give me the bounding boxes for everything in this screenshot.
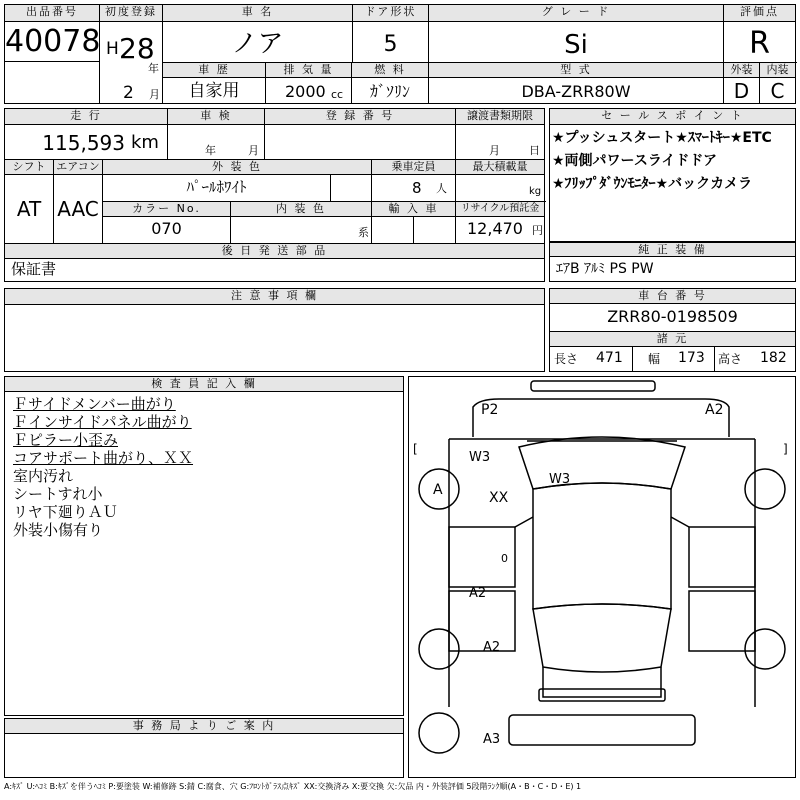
car-history: 自家用 xyxy=(188,81,240,101)
after-parts-label: 後 日 発 送 部 品 xyxy=(5,244,544,259)
rear-right-door xyxy=(689,591,755,651)
fuel-label: 燃 料 xyxy=(352,63,428,78)
transfer-docs-label: 譲渡書類期限 xyxy=(456,109,544,125)
mark-w3-roof: W3 xyxy=(549,472,571,487)
inspection-year-unit: 年 xyxy=(205,144,216,157)
exterior-label: 外装 xyxy=(724,63,759,78)
mileage-unit: km xyxy=(131,132,159,153)
interior-label: 内装 xyxy=(760,63,795,78)
interior-score: C xyxy=(770,79,785,103)
car-name-label: 車 名 xyxy=(163,5,352,22)
front-right-wheel xyxy=(745,469,785,509)
sales-point-2: ★両側パワースライドドア xyxy=(552,153,718,169)
mark-xx: XX xyxy=(489,490,509,506)
mileage: 115,593 xyxy=(42,131,125,155)
inspector-note-6: シートすれ小 xyxy=(13,485,103,503)
front-right-door xyxy=(689,527,755,587)
equipment-value: ｴｱB ｱﾙﾐ PS PW xyxy=(556,261,654,277)
ac-type: AAC xyxy=(57,197,99,221)
inspector-note-5: 室内汚れ xyxy=(13,467,74,485)
bracket-left: [ xyxy=(413,442,418,456)
door-type-label: ドア形状 xyxy=(353,5,428,22)
exterior-color: ﾊﾟｰﾙﾎﾜｲﾄ xyxy=(186,178,247,196)
pillar-lines xyxy=(515,517,689,527)
capacity-unit: 人 xyxy=(436,182,447,195)
grade: Si xyxy=(564,30,588,60)
bracket-right: ] xyxy=(783,442,788,456)
import-label: 輸 入 車 xyxy=(372,202,455,217)
displacement-label: 排 気 量 xyxy=(266,63,351,78)
exterior-score: D xyxy=(733,79,750,103)
chassis-number: ZRR80-0198509 xyxy=(607,307,738,326)
front-bumper xyxy=(531,381,655,391)
inspection-label: 車 検 xyxy=(168,109,264,125)
width-label: 幅 xyxy=(648,352,661,366)
color-no-label: カラー No. xyxy=(103,202,230,217)
car-name: ノア xyxy=(231,29,284,59)
model-label: 型 式 xyxy=(429,63,723,78)
office-label: 事 務 局 よ り ご 案 内 xyxy=(5,719,403,734)
lot-number-label: 出品番号 xyxy=(5,5,99,22)
header-info-box xyxy=(4,4,796,104)
plate-label: 登 録 番 号 xyxy=(265,109,455,125)
spare-wheel xyxy=(419,713,459,753)
inspector-note-2: Ｆインサイドパネル曲がり xyxy=(13,413,192,431)
sales-point-3: ★ﾌﾘｯﾌﾟﾀﾞｳﾝﾓﾆﾀｰ★バックカメラ xyxy=(552,176,753,192)
body-sides xyxy=(449,439,755,707)
mark-a-wheel: A xyxy=(433,482,443,498)
recycle-unit: 円 xyxy=(532,224,543,237)
ac-label: エアコン xyxy=(54,160,102,175)
after-parts: 保証書 xyxy=(11,260,57,278)
displacement-unit: cc xyxy=(331,88,344,101)
grade-label: グ レ ー ド xyxy=(429,5,723,22)
notes-box xyxy=(4,288,545,372)
rear-bumper xyxy=(539,689,665,701)
recycle-label: リサイクル預託金 xyxy=(456,202,544,217)
era: H xyxy=(106,39,119,59)
seating-capacity: 8 xyxy=(412,179,422,197)
interior-color-unit: 系 xyxy=(358,226,369,239)
interior-color-label: 内 装 色 xyxy=(231,202,371,217)
registration-month: 2 xyxy=(123,83,134,103)
mark-a2-rear: A2 xyxy=(483,640,501,655)
transfer-month-unit: 月 xyxy=(489,144,500,157)
equipment-box xyxy=(549,242,796,282)
mark-a2-door: A2 xyxy=(469,586,487,601)
rear-right-wheel xyxy=(745,629,785,669)
hood-outline xyxy=(473,399,729,437)
inspector-notes-box xyxy=(4,376,404,716)
sales-points-label: セ ー ル ス ポ イ ン ト xyxy=(550,109,795,125)
sales-points-box xyxy=(549,108,796,242)
shift-type: AT xyxy=(16,197,42,221)
inspection-month-unit: 月 xyxy=(248,144,259,157)
mark-w3-left: W3 xyxy=(469,450,491,465)
mark-p2: P2 xyxy=(481,402,499,418)
legend: A:ｷｽﾞ U:ﾍｺﾐ B:ｷｽﾞを伴うﾍｺﾐ P:要塗装 W:補修跡 S:錆 C:腐食、穴 G:ﾌﾛﾝﾄｶﾞﾗｽ点ｷｽﾞ XX:交換済み X:要交換 欠:欠品 内・外装評価 5段階ﾗﾝｸ順(A・B・C・D・E) 1 xyxy=(4,782,582,791)
car-diagram xyxy=(409,377,795,777)
transfer-day-unit: 日 xyxy=(529,144,540,157)
displacement: 2000 xyxy=(285,82,326,101)
chassis-label: 車 台 番 号 xyxy=(550,289,795,304)
notes-label: 注 意 事 項 欄 xyxy=(5,289,544,305)
chassis-box xyxy=(549,288,796,372)
year-unit: 年 xyxy=(148,62,159,75)
length-value: 471 xyxy=(596,350,623,366)
lot-number: 40078 xyxy=(5,24,101,59)
mark-a3: A3 xyxy=(483,732,501,747)
shift-label: シフト xyxy=(5,160,53,175)
color-number: 070 xyxy=(151,219,182,238)
inspector-note-7: リヤ下廻りＡＵ xyxy=(13,503,118,521)
dims-label: 諸 元 xyxy=(550,332,795,347)
car-diagram-box xyxy=(408,376,796,778)
rear-window xyxy=(533,604,671,672)
windshield xyxy=(519,437,685,489)
inspector-label: 検 査 員 記 入 欄 xyxy=(5,377,403,392)
roof xyxy=(533,483,671,609)
length-label: 長さ xyxy=(554,352,579,366)
month-unit: 月 xyxy=(149,88,160,101)
inspector-note-1: Ｆサイドメンバー曲がり xyxy=(13,395,176,413)
rear-left-wheel xyxy=(419,629,459,669)
inspector-note-3: Ｆピラー小歪み xyxy=(13,431,119,449)
model-code: DBA-ZRR80W xyxy=(521,82,631,101)
equipment-label: 純 正 装 備 xyxy=(550,242,795,257)
office-box xyxy=(4,718,404,778)
first-registration-label: 初度登録 xyxy=(100,5,162,22)
score: R xyxy=(749,26,770,61)
vehicle-details-box xyxy=(4,108,545,282)
rear-view xyxy=(509,715,695,745)
door-type: 5 xyxy=(383,32,398,57)
sales-point-1: ★プッシュスタート★ｽﾏｰﾄｷｰ★ETC xyxy=(552,130,772,146)
recycle-fee: 12,470 xyxy=(467,219,523,238)
fuel: ｶﾞｿﾘﾝ xyxy=(369,82,410,101)
height-label: 高さ xyxy=(718,352,743,366)
inspector-note-8: 外装小傷有り xyxy=(13,521,104,539)
mark-a2-hood: A2 xyxy=(705,402,724,418)
load-unit: kg xyxy=(529,186,542,197)
history-label: 車 歴 xyxy=(163,63,265,78)
capacity-label: 乗車定員 xyxy=(372,160,455,175)
zero-mark: 0 xyxy=(501,552,508,565)
color-label: 外 装 色 xyxy=(103,160,371,175)
max-load-label: 最大積載量 xyxy=(456,160,544,175)
registration-year: 28 xyxy=(119,32,155,65)
width-value: 173 xyxy=(678,350,705,366)
inspector-note-4: コアサポート曲がり、ＸＸ xyxy=(13,449,194,467)
mileage-label: 走 行 xyxy=(5,109,167,125)
height-value: 182 xyxy=(760,350,787,366)
score-label: 評価点 xyxy=(724,5,795,22)
